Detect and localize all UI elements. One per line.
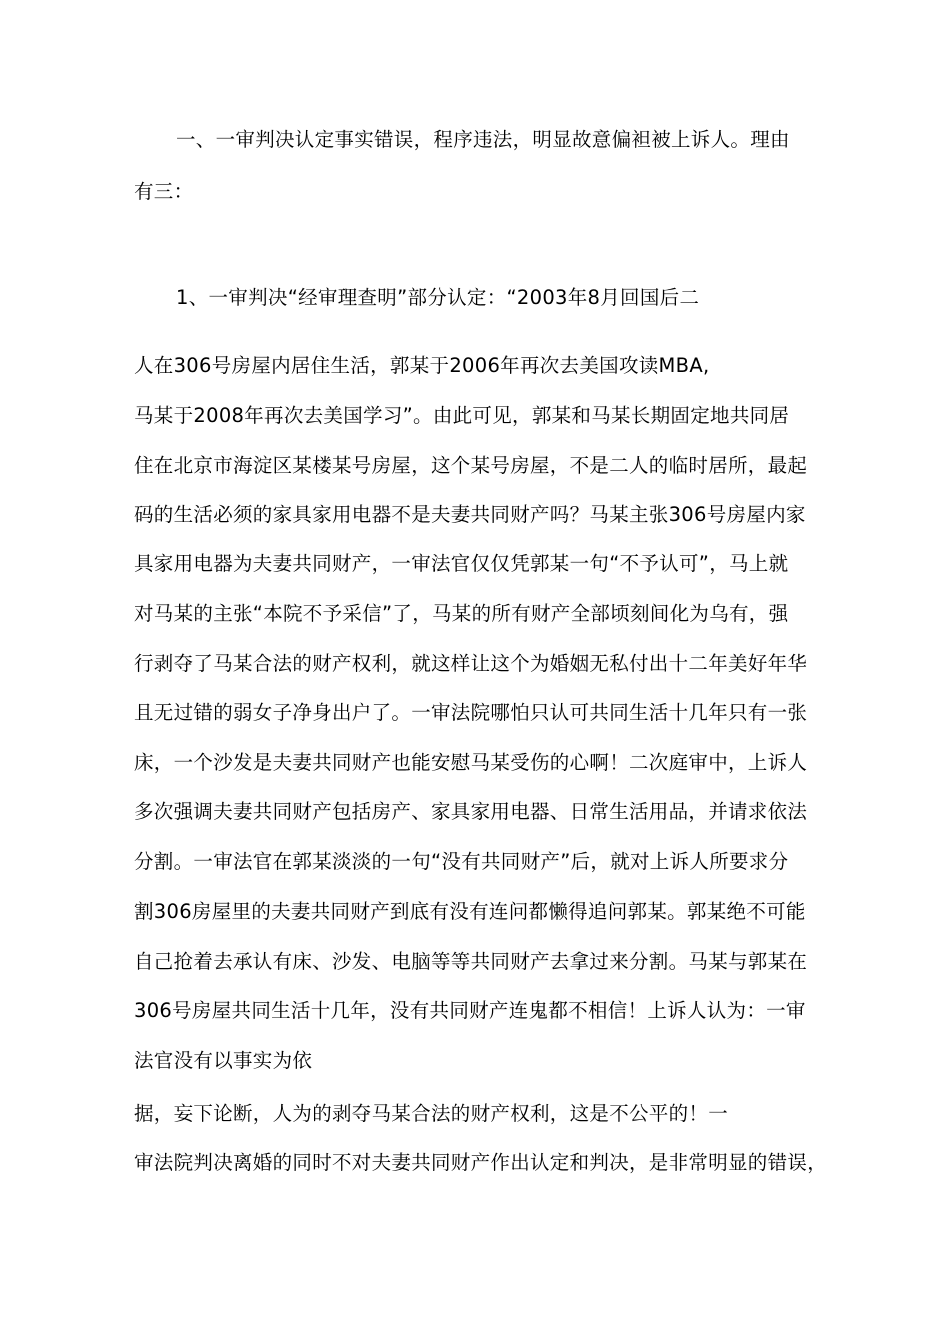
paragraph-2-line-14: 自己抢着去承认有床、沙发、电脑等等共同财产去拿过来分割。马某与郭某在 [134, 950, 808, 973]
paragraph-2-line-16: 法官没有以事实为依 [134, 1049, 313, 1072]
paragraph-2-line-9: 且无过错的弱女子净身出户了。一审法院哪怕只认可共同生活十几年只有一张 [134, 701, 808, 724]
paragraph-2-line-12: 分割。一审法官在郭某淡淡的一句“没有共同财产”后，就对上诉人所要求分 [134, 850, 789, 873]
paragraph-2-line-13: 割306房屋里的夫妻共同财产到底有没有连问都懒得追问郭某。郭某绝不可能 [134, 900, 806, 923]
paragraph-2-line-5: 码的生活必须的家具家用电器不是夫妻共同财产吗？马某主张306号房屋内家 [134, 503, 806, 526]
paragraph-2-line-18: 审法院判决离婚的同时不对夫妻共同财产作出认定和判决，是非常明显的错误， [134, 1151, 828, 1174]
paragraph-2-line-2: 人在306号房屋内居住生活，郭某于2006年再次去美国攻读MBA, [134, 354, 710, 377]
paragraph-2-line-10: 床，一个沙发是夫妻共同财产也能安慰马某受伤的心啊！二次庭审中，上诉人 [134, 751, 808, 774]
paragraph-2-line-7: 对马某的主张“本院不予采信”了，马某的所有财产全部顷刻间化为乌有，强 [134, 602, 789, 625]
paragraph-2-line-15: 306号房屋共同生活十几年，没有共同财产连鬼都不相信！上诉人认为：一审 [134, 999, 806, 1022]
paragraph-2-line-6: 具家用电器为夫妻共同财产，一审法官仅仅凭郭某一句“不予认可”，马上就 [134, 552, 789, 575]
paragraph-2-line-3: 马某于2008年再次去美国学习”。由此可见，郭某和马某长期固定地共同居 [134, 404, 790, 427]
paragraph-2-line-4: 住在北京市海淀区某楼某号房屋，这个某号房屋，不是二人的临时居所，最起 [134, 454, 808, 477]
paragraph-2-line-11: 多次强调夫妻共同财产包括房产、家具家用电器、日常生活用品，并请求依法 [134, 800, 808, 823]
paragraph-1-line-2: 有三： [134, 180, 194, 203]
paragraph-2-line-1: 1、一审判决“经审理查明”部分认定：“2003年8月回国后二 [176, 286, 700, 309]
paragraph-2-line-8: 行剥夺了马某合法的财产权利，就这样让这个为婚姻无私付出十二年美好年华 [134, 652, 808, 675]
paragraph-1-line-1: 一、一审判决认定事实错误，程序违法，明显故意偏袒被上诉人。理由 [176, 128, 790, 151]
paragraph-2-line-17: 据，妄下论断，人为的剥夺马某合法的财产权利，这是不公平的！一 [134, 1102, 729, 1125]
